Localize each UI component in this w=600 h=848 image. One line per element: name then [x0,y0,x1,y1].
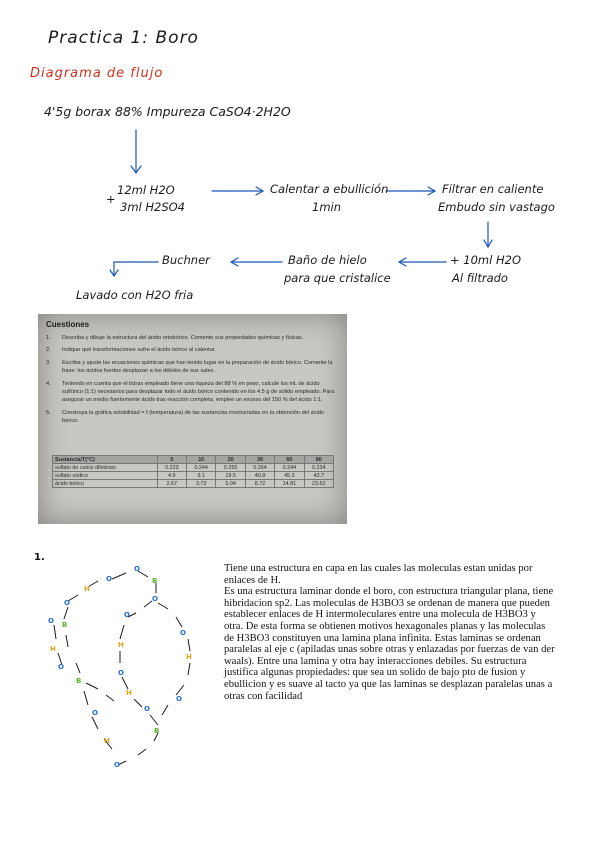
oxygen-atom: O [106,575,112,583]
answer-text-line: Tiene una estructura en capa en las cuales las moleculas estan unidas por enlaces de H. [224,563,533,586]
oxygen-atom: O [144,705,150,713]
oxygen-atom: O [48,617,54,625]
table-row: sulfato sódico 4.9 9.1 19.5 40.8 45.3 43.7 [53,472,334,480]
oxygen-atom: O [124,611,130,619]
answer-paragraph [224,563,556,702]
hydrogen-atom: H [186,653,192,661]
flow-step-agua-filtrado: Al filtrado [452,271,508,285]
oxygen-atom: O [180,629,186,637]
boric-acid-structure-diagram [40,555,220,775]
page-title: Practica 1: Boro [48,28,199,48]
flow-step-agua: + 10ml H2O [450,253,521,267]
oxygen-atom: O [64,599,70,607]
boron-atom: B [76,677,82,685]
table-header-row: Sustancia/T(°C) 0 10 20 30 60 80 [53,456,334,464]
flow-reagent-acid: 3ml H2SO4 [120,200,186,214]
questions-heading: Cuestiones [46,320,90,329]
oxygen-atom: O [176,695,182,703]
questions-photo [38,314,347,524]
flow-step-filtrar: Filtrar en caliente [442,182,544,196]
question-item: 5. Construya la gráfica solubilidad = f (temperatura) de las sustancias involucradas en la obtención del ácido bórico. [46,409,324,425]
boron-atom: B [62,621,68,629]
flow-step-filtrar-embudo: Embudo sin vastago [438,200,555,214]
table-row: sulfato de calcio dihidrato 0.223 0.244 0.255 0.264 0.244 0.234 [53,464,334,472]
hydrogen-atom: H [50,645,56,653]
oxygen-atom: O [58,663,64,671]
oxygen-atom: O [114,761,120,769]
hydrogen-atom: H [84,585,90,593]
hydrogen-atom: H [118,641,124,649]
flow-step-lavado: Lavado con H2O fria [76,288,194,302]
flow-step-calentar: Calentar a ebullición [270,182,389,196]
hydrogen-atom: H [104,737,110,745]
flow-step-buchner: Buchner [162,253,210,267]
flow-step-calentar-time: 1min [312,200,342,214]
flow-step-cristalice: para que cristalice [284,271,391,285]
flow-reagent-plus: + [106,192,116,206]
question-item: 4. Teniendo en cuenta que el bórax empleado tiene una riqueza del 88 % en peso, calcule los mL de ácido sulfúrico (1:1) necesarios para desplazar todo el ácido bórico contenido en los 4.5 g de sólido empleado. Para asegurar un medio fuertemente ácido tras reacción completa, emplee un exceso del 150 % del ácido 1:1. [46,380,335,404]
table-row: ácido bórico 2.67 3.73 5.04 8.72 14.81 23.62 [53,480,334,488]
boron-atom: B [154,727,160,735]
flow-step-hielo: Baño de hielo [288,253,367,267]
oxygen-atom: O [92,709,98,717]
question-item: 1. Describa y dibuje la estructura del ácido ortobórico. Comente sus propiedades químicas y físicas. [46,335,304,341]
oxygen-atom: O [152,595,158,603]
hydrogen-atom: H [126,689,132,697]
flow-reagent-water: 12ml H2O [117,183,175,197]
oxygen-atom: O [118,669,124,677]
oxygen-atom: O [134,565,140,573]
flow-diagram-heading: Diagrama de flujo [30,66,164,81]
flow-start: 4'5g borax 88% Impureza CaSO4·2H2O [44,104,291,119]
solubility-table [52,455,334,488]
answer-text-body: Es una estructura laminar donde el boro, con estructura triangular plana, tiene hibridacion sp2. Las moleculas de H3BO3 se ordenan de manera que pueden establecer enlaces de H intermoleculares entre una molecula de H3BO3 y otra. De esta forma se obtienen motivos hexagonales planas y las moleculas de H3BO3 constituyen una lamina plana infinita. Estas laminas se ordenan paralelas al eje c (apiladas unas sobre otras y enlazadas por fuerzas de van der waals). Entre una lamina y otra hay interacciones debiles. Su estructura justifica algunas propiedades: que sea un solido de bajo pto de fusion y ebullicion y es suave al tacto ya que las laminas se desplazan paralelas unas a otras con facilidad [224,586,555,702]
question-item: 3. Escriba y ajuste las ecuaciones químicas que han tenido lugar en la preparación de ácido bórico. Comente la frase: los ácidos fuertes desplazan a los débiles de sus sales. [46,359,333,375]
arrow-to-lavado [114,262,158,275]
questions-list [38,334,347,430]
question-item: 2. Indique qué transformaciones sufre el ácido bórico al calentar. [46,347,216,354]
boron-atom: B [152,577,158,585]
answer-number: 1. [34,552,45,563]
